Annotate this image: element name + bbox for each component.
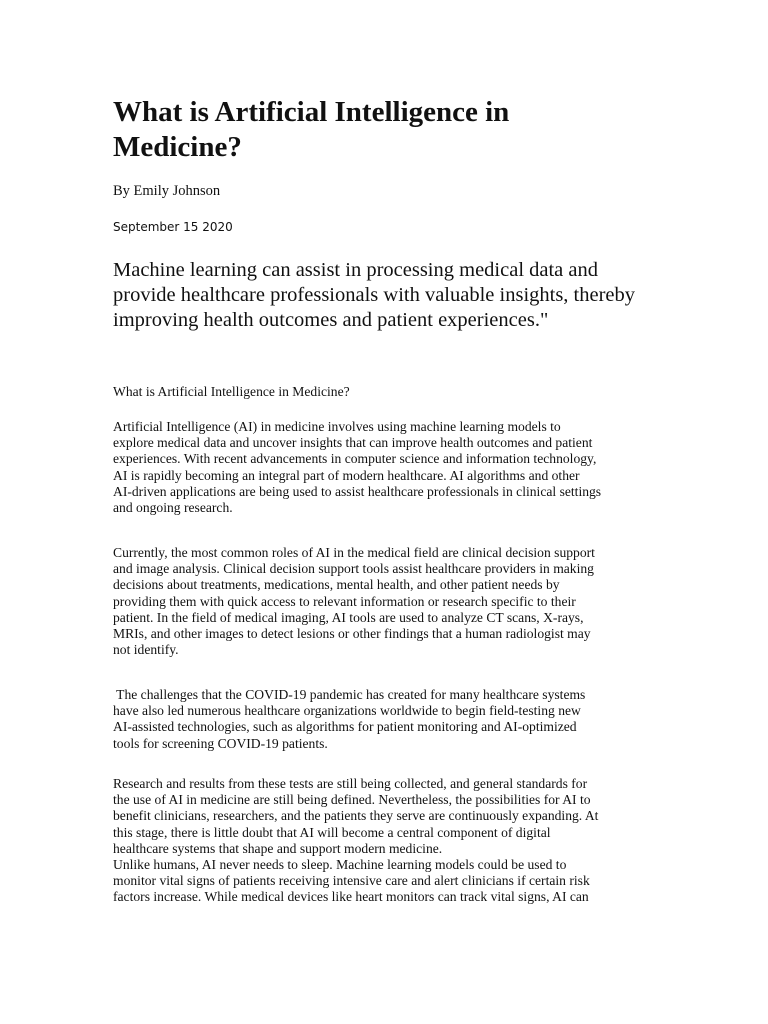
paragraph-line: decisions about treatments, medications, mental health, and other patient needs by <box>113 577 560 593</box>
paragraph-line: benefit clinicians, researchers, and the patients they serve are continuously expanding. At <box>113 808 599 824</box>
paragraph-line: monitor vital signs of patients receiving intensive care and alert clinicians if certain risk <box>113 873 590 889</box>
body-paragraph <box>113 687 673 752</box>
lead-quote <box>113 258 661 333</box>
lead-quote-line: provide healthcare professionals with valuable insights, thereby <box>113 284 636 306</box>
paragraph-line: AI is rapidly becoming an integral part of modern healthcare. AI algorithms and other <box>113 467 580 483</box>
paragraph-line: Research and results from these tests are still being collected, and general standards for <box>113 776 588 791</box>
paragraph-line: experiences. With recent advancements in computer science and information technology, <box>113 451 597 467</box>
article-date: September 15 2020 <box>113 220 233 234</box>
paragraph-line: Artificial Intelligence (AI) in medicine involves using machine learning models to <box>113 419 561 434</box>
paragraph-line: this stage, there is little doubt that AI will become a central component of digital <box>113 824 551 840</box>
paragraph-line: AI-assisted technologies, such as algorithms for patient monitoring and AI-optimized <box>113 719 577 735</box>
paragraph-line: the use of AI in medicine are still being defined. Nevertheless, the possibilities for AI to <box>113 792 591 808</box>
paragraph-line: factors increase. While medical devices like heart monitors can track vital signs, AI can <box>113 889 589 905</box>
paragraph-line: Currently, the most common roles of AI in the medical field are clinical decision support <box>113 545 595 560</box>
paragraph-line: The challenges that the COVID-19 pandemic has created for many healthcare systems <box>113 687 586 702</box>
paragraph-line: healthcare systems that shape and support modern medicine. <box>113 840 443 856</box>
body-paragraph <box>113 419 673 516</box>
article-byline: By Emily Johnson <box>113 183 221 199</box>
paragraph-line: providing them with quick access to relevant information or research specific to their <box>113 593 576 609</box>
body-paragraph <box>113 776 673 906</box>
paragraph-line: AI-driven applications are being used to assist healthcare professionals in clinical settings <box>113 483 602 499</box>
paragraph-line: not identify. <box>113 642 179 658</box>
article-title-line: Medicine? <box>113 131 242 163</box>
paragraph-line: explore medical data and uncover insights that can improve health outcomes and patient <box>113 435 593 451</box>
paragraph-line: and ongoing research. <box>113 500 233 516</box>
paragraph-line: Unlike humans, AI never needs to sleep. Machine learning models could be used to <box>113 857 567 873</box>
paragraph-line: have also led numerous healthcare organizations worldwide to begin field-testing new <box>113 703 581 719</box>
lead-quote-line: Machine learning can assist in processing medical data and <box>113 259 599 281</box>
paragraph-line: and image analysis. Clinical decision support tools assist healthcare providers in making <box>113 561 594 577</box>
paragraph-line: patient. In the field of medical imaging, AI tools are used to analyze CT scans, X-rays, <box>113 609 584 625</box>
section-heading: What is Artificial Intelligence in Medicine? <box>113 384 350 399</box>
lead-quote-line: improving health outcomes and patient experiences." <box>113 309 549 331</box>
article-title <box>113 95 661 165</box>
paragraph-line: tools for screening COVID-19 patients. <box>113 735 328 751</box>
body-paragraph <box>113 545 673 658</box>
paragraph-line: MRIs, and other images to detect lesions or other findings that a human radiologist may <box>113 626 591 642</box>
article-title-line: What is Artificial Intelligence in <box>113 96 510 128</box>
